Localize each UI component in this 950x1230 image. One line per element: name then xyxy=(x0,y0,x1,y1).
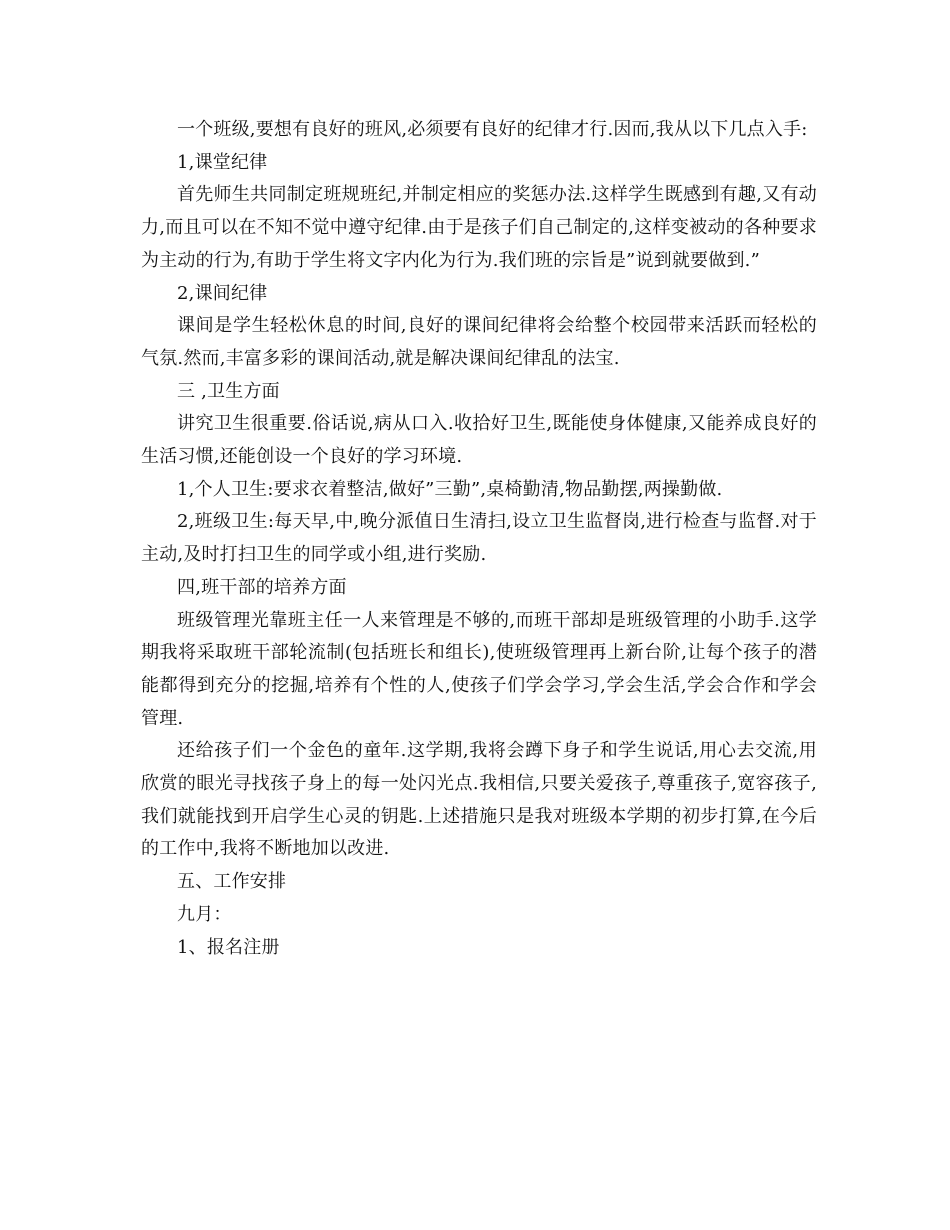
document-body xyxy=(141,114,817,964)
break-discipline-paragraph: 课间是学生轻松休息的时间,良好的课间纪律将会给整个校园带来活跃而轻松的气氛.然而,丰富多彩的课间活动,就是解决课间纪律乱的法宝. xyxy=(141,315,817,369)
heading-classroom-discipline: 1,课堂纪律 xyxy=(177,151,268,173)
heading-break-discipline: 2,课间纪律 xyxy=(177,282,268,304)
registration-item: 1、报名注册 xyxy=(177,936,280,958)
heading-work-schedule: 五、工作安排 xyxy=(177,871,287,893)
personal-hygiene-item: 1,个人卫生:要求衣着整洁,做好”三勤”,桌椅勤清,物品勤摆,两操勤做. xyxy=(177,478,723,500)
childhood-paragraph: 还给孩子们一个金色的童年.这学期,我将会蹲下身子和学生说话,用心去交流,用欣赏的眼光寻找孩子身上的每一处闪光点.我相信,只要关爱孩子,尊重孩子,宽容孩子,我们就能找到开启学生心灵的钥匙.上述措施只是我对班级本学期的初步打算,在今后的工作中,我将不断地加以改进. xyxy=(141,740,817,860)
heading-september: 九月： xyxy=(177,903,232,925)
class-hygiene-item: 2,班级卫生:每天早,中,晚分派值日生清扫,设立卫生监督岗,进行检查与监督.对于主动,及时打扫卫生的同学或小组,进行奖励. xyxy=(141,511,817,566)
class-cadre-paragraph: 班级管理光靠班主任一人来管理是不够的,而班干部却是班级管理的小助手.这学期我将采取班干部轮流制(包括班长和组长),使班级管理再上新台阶,让每个孩子的潜能都得到充分的挖掘,培养有个性的人,使孩子们学会学习,学会生活,学会合作和学会管理. xyxy=(141,609,817,729)
heading-hygiene: 三 ,卫生方面 xyxy=(177,380,280,402)
classroom-discipline-paragraph: 首先师生共同制定班规班纪,并制定相应的奖惩办法.这样学生既感到有趣,又有动力,而且可以在不知不觉中遵守纪律.由于是孩子们自己制定的,这样变被动的各种要求为主动的行为,有助于学生将文字内化为行为.我们班的宗旨是”说到就要做到.” xyxy=(141,184,817,271)
heading-class-cadre: 四,班干部的培养方面 xyxy=(177,576,347,598)
intro-paragraph: 一个班级,要想有良好的班风,必须要有良好的纪律才行.因而,我从以下几点入手: xyxy=(177,119,808,140)
hygiene-paragraph: 讲究卫生很重要.俗话说,病从口入.收拾好卫生,既能使身体健康,又能养成良好的生活习惯,还能创设一个良好的学习环境. xyxy=(141,413,817,468)
